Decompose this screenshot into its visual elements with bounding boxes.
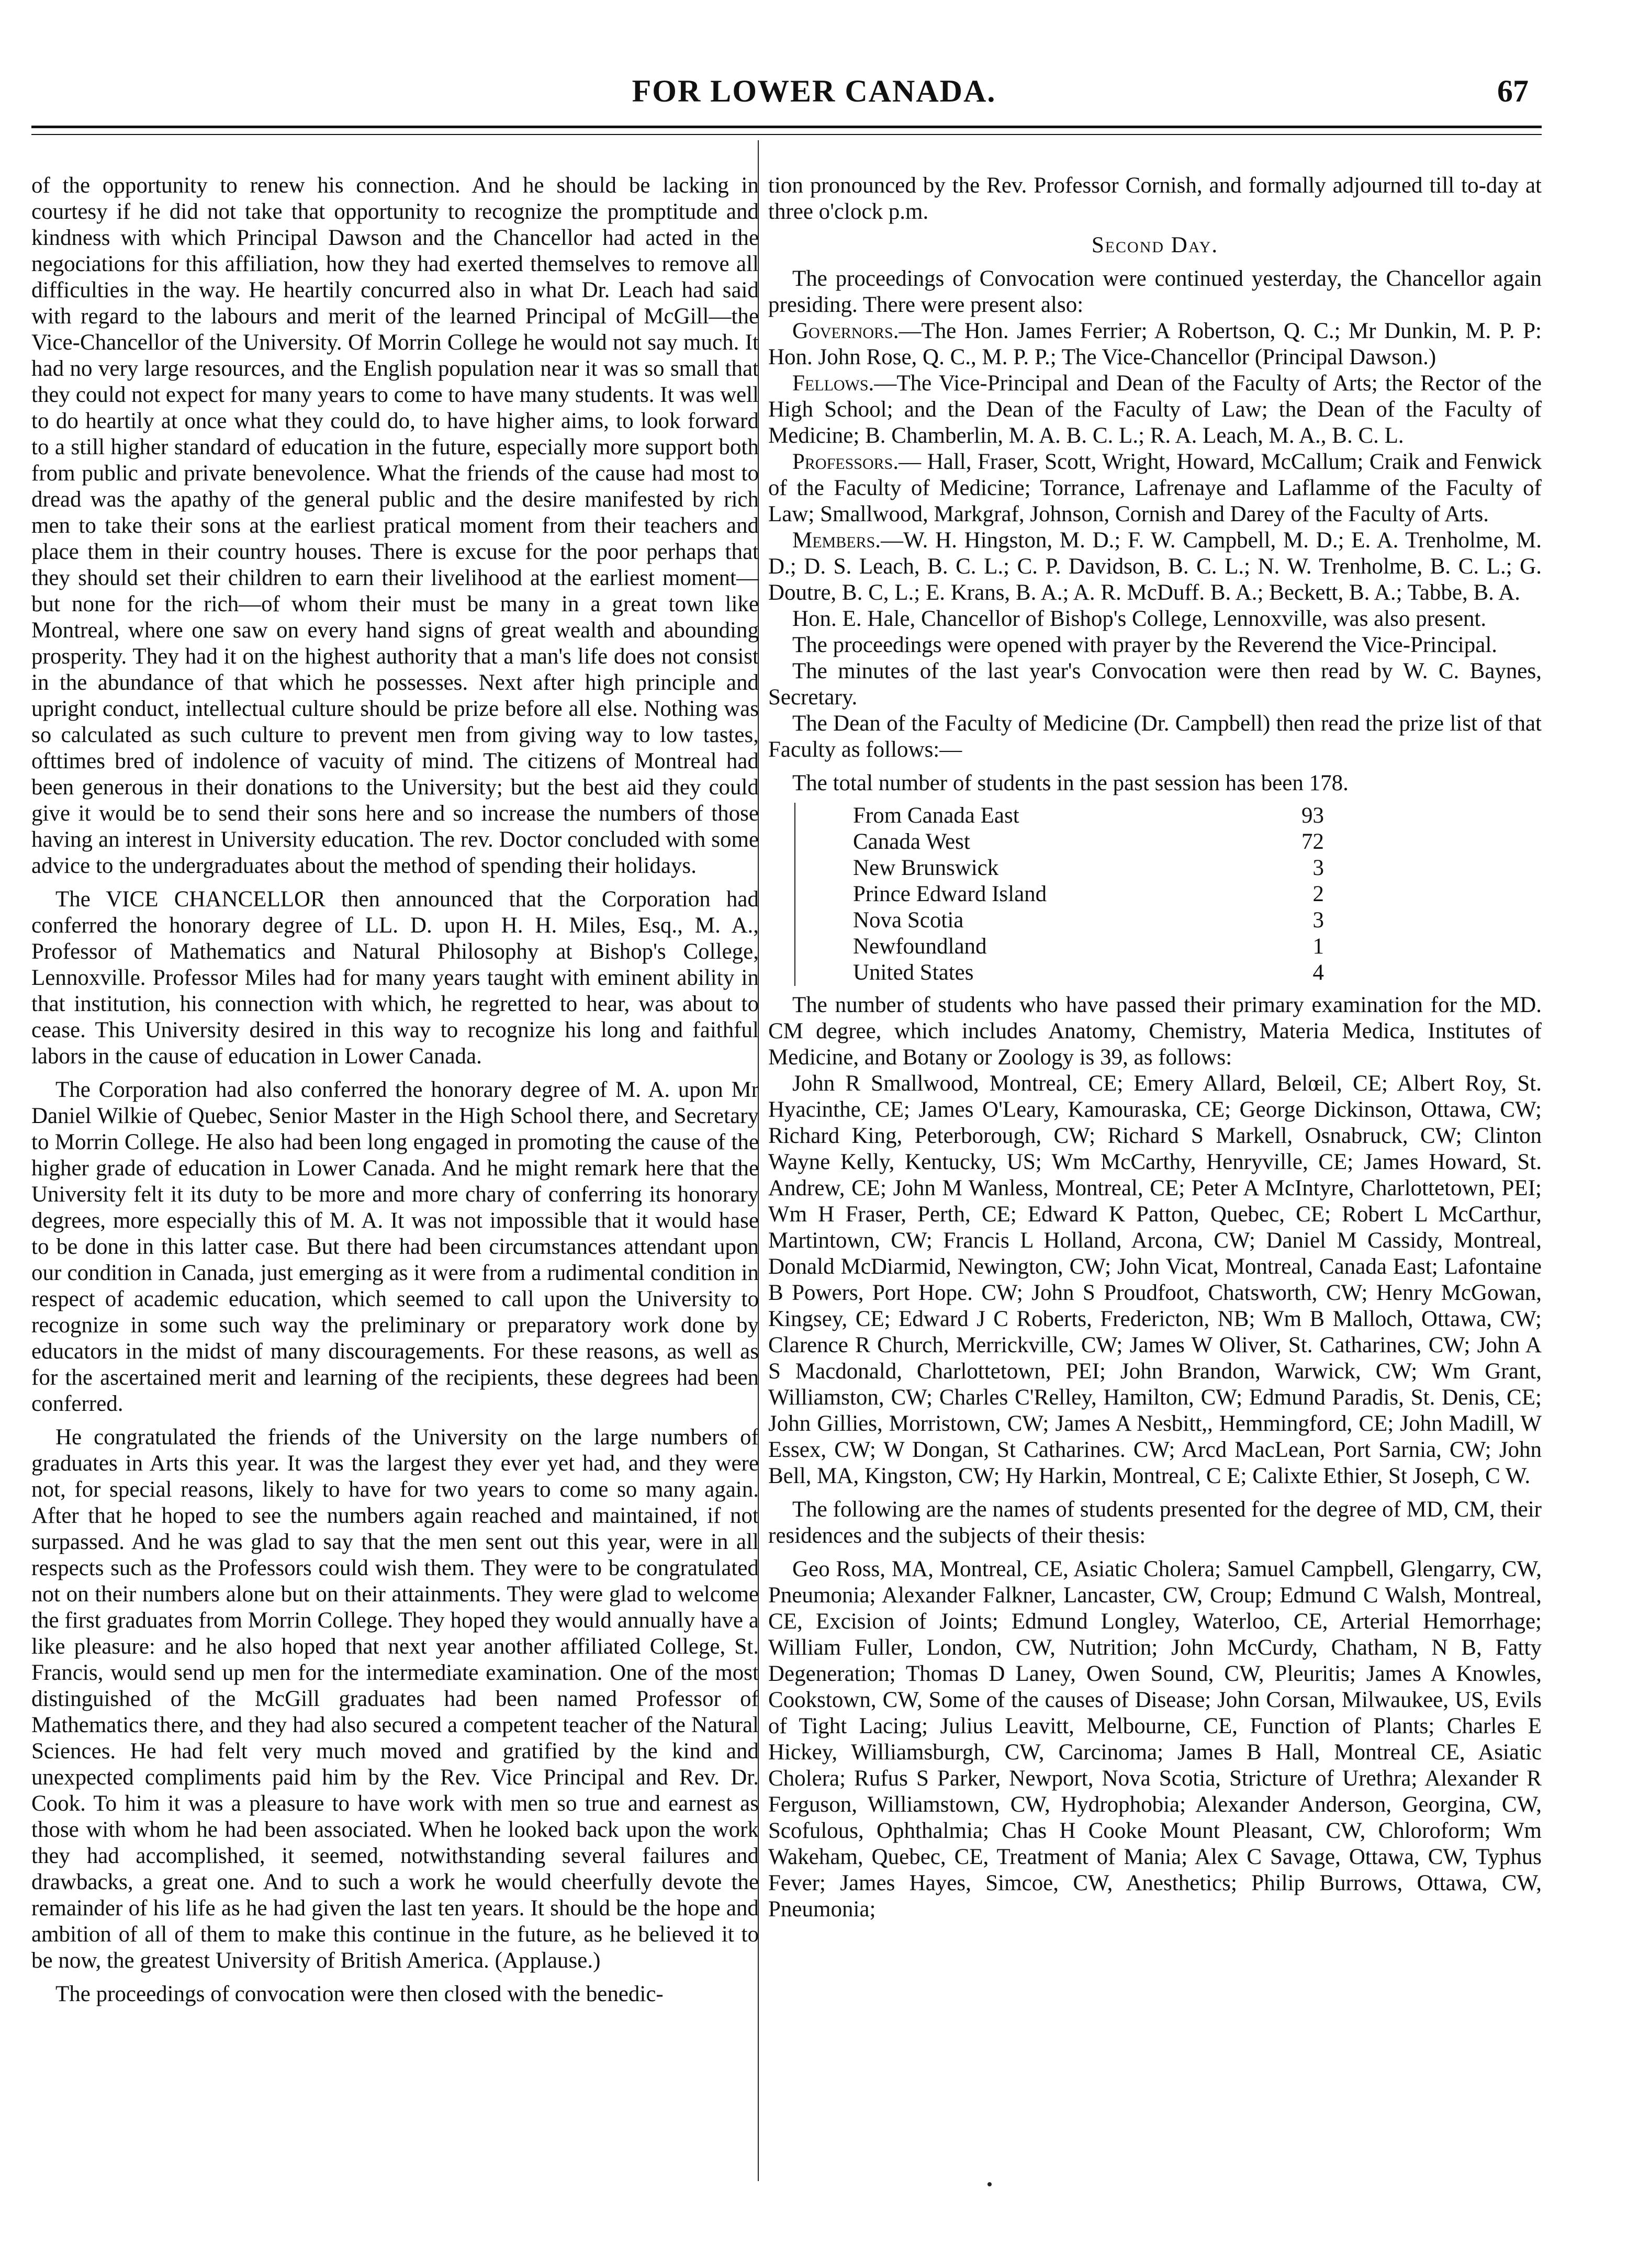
paragraph: The proceedings of Convocation were continued yesterday, the Chancellor again presiding. There were present also: xyxy=(768,266,1542,317)
paragraph: The following are the names of students presented for the degree of MD, CM, their residences and the subjects of their thesis: xyxy=(768,1497,1542,1548)
paragraph: The VICE CHANCELLOR then announced that the Corporation had conferred the honorary degree of LL. D. upon H. H. Miles, Esq., M. A., Professor of Mathematics and Natural Philosophy at Bishop's College, Lennoxville. Professor Miles had for many years taught with eminent ability in that institution, his connection with which, he regretted to hear, was about to cease. This University desired in this way to recognize his long and faithful labors in the cause of education in Lower Canada. xyxy=(31,887,759,1069)
count-value: 3 xyxy=(1312,908,1324,933)
count-value: 4 xyxy=(1312,960,1324,985)
governors-label: Governors. xyxy=(792,319,899,343)
members-label: Members. xyxy=(792,528,881,553)
place-label: Nova Scotia xyxy=(853,908,964,933)
count-value: 3 xyxy=(1312,856,1324,880)
count-value: 72 xyxy=(1301,829,1324,854)
table-row xyxy=(853,907,1324,934)
student-origin-table xyxy=(794,803,1324,986)
place-label: From Canada East xyxy=(853,803,1019,828)
running-title: FOR LOWER CANADA. xyxy=(632,74,996,108)
paragraph: The number of students who have passed their primary examination for the MD. CM degree, which includes Anatomy, Chemistry, Materia Medica, Institutes of Medicine, and Botany or Zoology is 39, as follows: xyxy=(768,993,1542,1070)
table-row xyxy=(853,855,1324,881)
paragraph: He congratulated the friends of the University on the large numbers of graduates in Arts this year. It was the largest they ever yet had, and they were not, for special reasons, likely to have for two years to come so many again. After that he hoped to see the numbers again reached and maintained, if not surpassed. And he was glad to say that the men sent out this year, were in all respects such as the Professors could wish them. They were to be congratulated not on their numbers alone but on their attainments. They were glad to welcome the first graduates from Morrin College. They hoped they would annually have a like pleasure: and he also hoped that next year another affiliated College, St. Francis, would send up men for the intermediate examination. One of the most distinguished of the McGill graduates had been named Professor of Mathematics there, and they had also secured a competent teacher of the Natural Sciences. He had felt very much moved and gratified by the kind and unexpected compliments paid him by the Rev. Vice Principal and Rev. Dr. Cook. To him it was a pleasure to have work with men so true and earnest as those with whom he had been associated. When he looked back upon the work they had accomplished, it seemed, notwithstanding several failures and drawbacks, a great one. And to such a work he would cheerfully devote the remainder of his life as he had given the last ten years. It should be the hope and ambition of all of them to make this continue in the future, as he believed it to be now, the greatest University of British America. (Applause.) xyxy=(31,1425,759,1973)
paragraph: The proceedings of convocation were then closed with the benedic- xyxy=(55,1982,664,2006)
members-text: —W. H. Hingston, M. D.; F. W. Campbell, M. D.; E. A. Trenholme, M. D.; D. S. Leach, B. C. L.; C. P. Davidson, B. C. L.; N. W. Trenholme, B. C. L.; G. Doutre, B. C, L.; E. Krans, B. A.; A. R. McDuff. B. A.; Beckett, B. A.; Tabbe, B. A. xyxy=(768,528,1542,605)
count-value: 2 xyxy=(1312,882,1324,906)
table-row xyxy=(853,960,1324,986)
paragraph: The total number of students in the past session has been 178. xyxy=(792,771,1349,795)
primary-exam-list: John R Smallwood, Montreal, CE; Emery Allard, Belœil, CE; Albert Roy, St. Hyacinthe, CE; James O'Leary, Kamouraska, CE; George Dickinson, Ottawa, CW; Richard King, Peterborough, CW; Richard S Markell, Osnabruck, CW; Clinton Wayne Kelly, Kentucky, US; Wm McCarthy, Henryville, CE; James Howard, St. Andrew, CE; John M Wanless, Montreal, CE; Peter A McIntyre, Charlottetown, PEI; Wm H Fraser, Perth, CE; Edward K Patton, Quebec, CE; Robert L McCarthur, Martintown, CW; Francis L Holland, Arcona, CW; Daniel M Cassidy, Montreal, Donald McDiarmid, Newington, CW; John Vicat, Montreal, Canada East; Lafontaine B Powers, Port Hope. CW; John S Proudfoot, Chatsworth, CW; Henry McGowan, Kingsey, CE; Edward J C Roberts, Fredericton, NB; Wm B Malloch, Ottawa, CW; Clarence R Church, Merrickville, CW; James W Oliver, St. Catharines, CW; John A S Macdonald, Charlottetown, PEI; John Brandon, Warwick, CW; Wm Grant, Williamston, CW; Charles C'Relley, Hamilton, CW; Edmund Paradis, St. Denis, CE; John Gillies, Morristown, CW; James A Nesbitt,, Hemmingford, CE; John Madill, W Essex, CW; W Dongan, St Catharines. CW; Arcd MacLean, Port Sarnia, CW; John Bell, MA, Kingston, CW; Hy Harkin, Montreal, C E; Calixte Ethier, St Joseph, C W. xyxy=(768,1071,1542,1488)
place-label: New Brunswick xyxy=(853,856,999,880)
paragraph: The Corporation had also conferred the honorary degree of M. A. upon Mr Daniel Wilkie of Quebec, Senior Master in the High School there, and Secretary to Morrin College. He also had been long engaged in promoting the cause of the higher grade of education in Lower Canada. And he might remark here that the University felt it its duty to be more and more chary of conferring its honorary degrees, more especially this of M. A. It was not impossible that it would hase to be done in this latter case. But there had been circumstances attendant upon our condition in Canada, just emerging as it were from a rudimental condition in respect of academic education, which seemed to call upon the University to recognize in some such way the preliminary or preparatory work done by educators in the midst of many discouragements. For these reasons, as well as for the ascertained merit and learning of the recipients, these degrees had been conferred. xyxy=(31,1077,759,1416)
fellows-label: Fellows. xyxy=(792,371,874,396)
fellows-entry xyxy=(768,370,1542,449)
paragraph: The Dean of the Faculty of Medicine (Dr. Campbell) then read the prize list of that Faculty as follows:— xyxy=(768,711,1542,762)
page-number: 67 xyxy=(1497,74,1529,108)
header-rule-thick xyxy=(31,126,1542,128)
professors-text: — Hall, Fraser, Scott, Wright, Howard, McCallum; Craik and Fenwick of the Faculty of Medicine; Torrance, Lafrenaye and Laflamme of the Faculty of Law; Smallwood, Markgraf, Johnson, Cornish and Darey of the Faculty of Arts. xyxy=(768,450,1542,526)
count-value: 93 xyxy=(1301,803,1324,828)
place-label: Newfoundland xyxy=(853,934,987,959)
paragraph: tion pronounced by the Rev. Professor Cornish, and formally adjourned till to-day at three o'clock p.m. xyxy=(768,173,1542,224)
table-row xyxy=(853,934,1324,960)
place-label: Prince Edward Island xyxy=(853,882,1047,906)
paragraph: The proceedings were opened with prayer by the Reverend the Vice-Principal. xyxy=(792,633,1498,657)
left-column xyxy=(31,173,759,2007)
table-row xyxy=(853,803,1324,829)
members-entry xyxy=(768,527,1542,606)
place-label: Canada West xyxy=(853,829,970,854)
paragraph: of the opportunity to renew his connection. And he should be lacking in courtesy if he did not take that opportunity to recognize the promptitude and kindness with which Principal Dawson and the Chancellor had acted in the negociations for this affiliation, how they had exerted themselves to remove all difficulties in the way. He heartily concurred also in what Dr. Leach had said with regard to the labours and merit of the learned Principal of McGill—the Vice-Chancellor of the University. Of Morrin College he would not say much. It had no very large resources, and the English population near it was so small that they could not expect for many years to come to have many students. It was well to do heartily at once what they could do, to have higher aims, to look forward to a still higher standard of education in the future, especially more support both from public and private benevolence. What the friends of the cause had most to dread was the apathy of the general public and the desire manifested by rich men to take their sons at the earliest pratical moment from their teachers and place them in their country houses. There is excuse for the poor perhaps that they should set their children to earn their livelihood at the earliest moment—but none for the rich—of whom their must be many in a great town like Montreal, where one saw on every hand signs of great wealth and abounding prosperity. They had it on the highest authority that a man's life does not consist in the abundance of that which he possesses. Next after high principle and upright conduct, intellectual culture should be prize before all else. Nothing was so calculated as such culture to prevent men from giving way to low tastes, ofttimes bred of indolence of vacuity of mind. The citizens of Montreal had been generous in their donations to the University; but the best aid they could give it would be to send their sons here and so increase the numbers of those having an interest in University education. The rev. Doctor concluded with some advice to the undergraduates about the method of spending their holidays. xyxy=(31,173,759,878)
thesis-list: Geo Ross, MA, Montreal, CE, Asiatic Cholera; Samuel Campbell, Glengarry, CW, Pneumonia; Alexander Falkner, Lancaster, CW, Croup; Edmund C Walsh, Montreal, CE, Excision of Joints; Edmund Longley, Waterloo, CE, Arterial Hemorrhage; William Fuller, London, CW, Nutrition; John McCurdy, Chatham, N B, Fatty Degeneration; Thomas D Laney, Owen Sound, CW, Pleuritis; James A Knowles, Cookstown, CW, Some of the causes of Disease; John Corsan, Milwaukee, US, Evils of Tight Lacing; Julius Leavitt, Melbourne, CE, Function of Plants; Charles E Hickey, Williamsburgh, CW, Carcinoma; James B Hall, Montreal CE, Asiatic Cholera; Rufus S Parker, Newport, Nova Scotia, Stricture of Urethra; Alexander R Ferguson, Williamstown, CW, Hydrophobia; Alexander Anderson, Georgina, CW, Scofulous, Ophthalmia; Chas H Cooke Mount Pleasant, CW, Chloroform; Wm Wakeham, Quebec, CE, Treatment of Mania; Alex C Savage, Ottawa, CW, Typhus Fever; James Hayes, Simcoe, CW, Anesthetics; Philip Burrows, Ottawa, CW, Pneumonia; xyxy=(768,1557,1542,1922)
header-rule-thin xyxy=(31,134,1542,135)
section-heading: Second Day. xyxy=(1091,233,1219,257)
professors-label: Professors. xyxy=(792,450,899,474)
print-speck xyxy=(987,2182,992,2186)
table-row xyxy=(853,881,1324,907)
paragraph: The minutes of the last year's Convocation were then read by W. C. Baynes, Secretary. xyxy=(768,659,1542,710)
governors-entry xyxy=(768,318,1542,370)
place-label: United States xyxy=(853,960,974,985)
count-value: 1 xyxy=(1312,934,1324,959)
paragraph: Hon. E. Hale, Chancellor of Bishop's College, Lennoxville, was also present. xyxy=(792,607,1487,631)
table-row xyxy=(853,829,1324,855)
page-header xyxy=(0,73,1628,131)
right-column xyxy=(768,173,1542,1923)
governors-text: —The Hon. James Ferrier; A Robertson, Q. C.; Mr Dunkin, M. P. P: Hon. John Rose, Q. C., M. P. P.; The Vice-Chancellor (Principal Dawson.) xyxy=(768,319,1542,369)
professors-entry xyxy=(768,449,1542,527)
fellows-text: —The Vice-Principal and Dean of the Faculty of Arts; the Rector of the High School; and the Dean of the Faculty of Law; the Dean of the Faculty of Medicine; B. Chamberlin, M. A. B. C. L.; R. A. Leach, M. A., B. C. L. xyxy=(768,371,1542,448)
